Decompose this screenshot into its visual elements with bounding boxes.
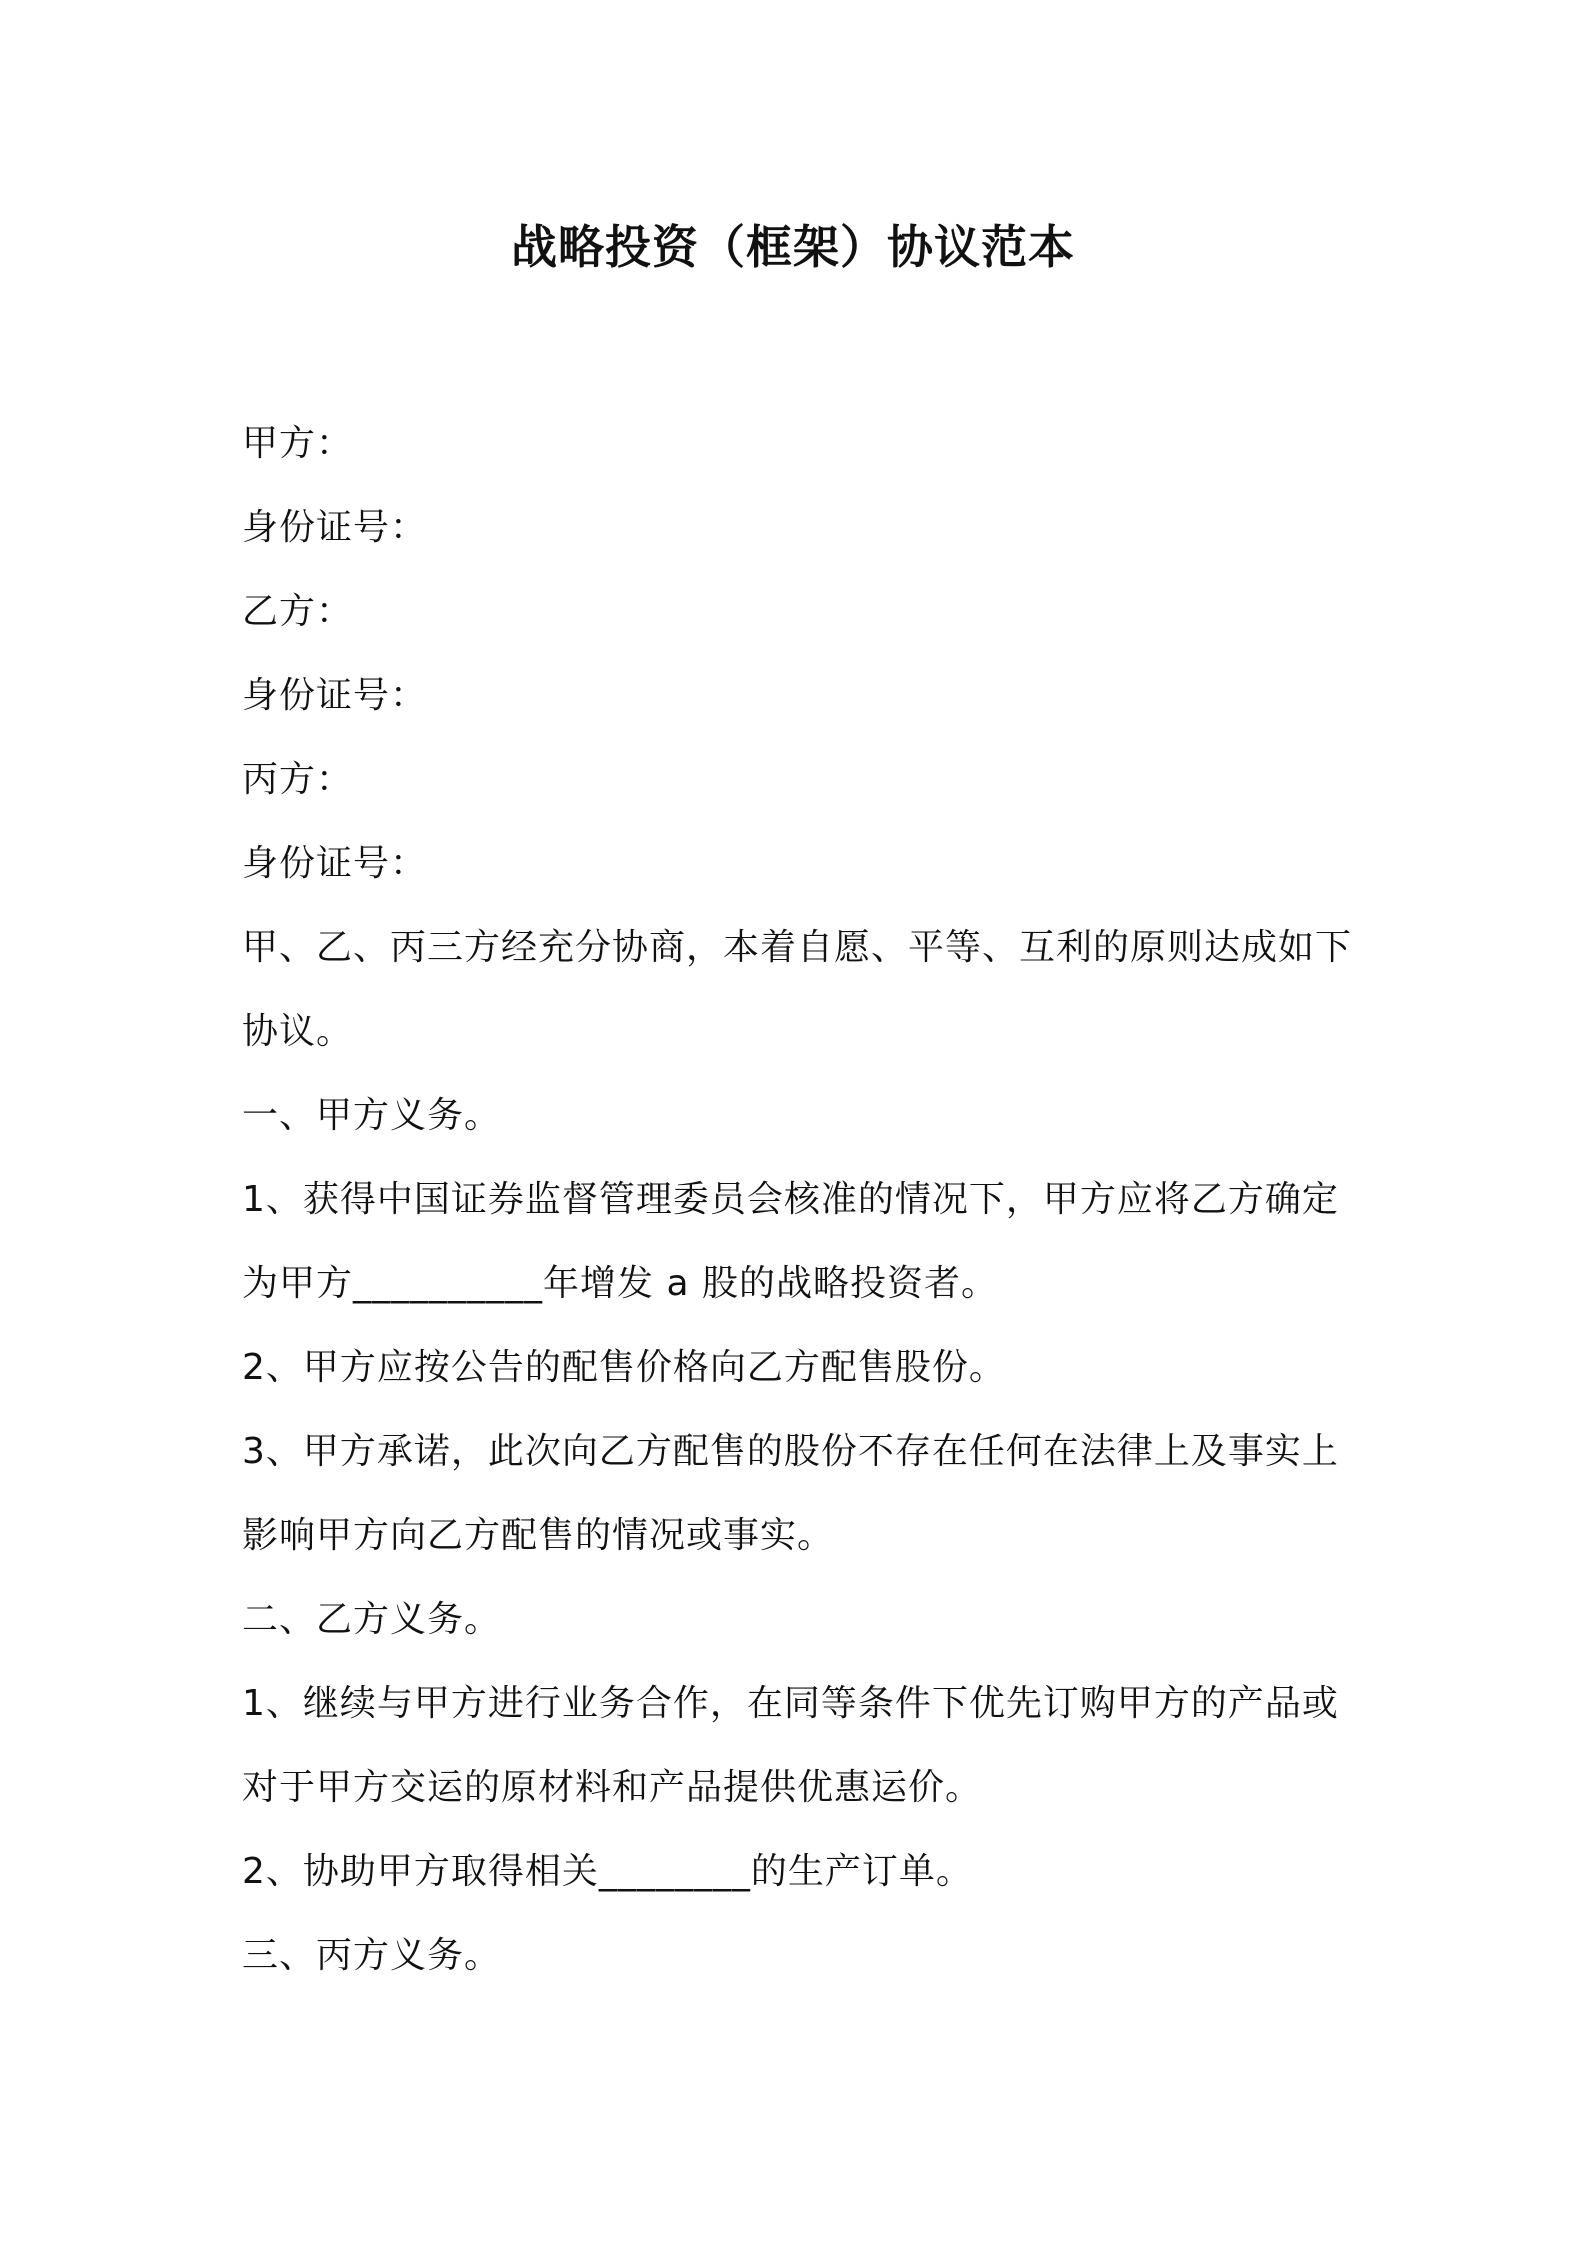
preamble-line-2: 协议。 — [242, 1011, 354, 1052]
party-a-clause-1-line-2: 为甲方__________年增发 a 股的战略投资者。 — [242, 1263, 998, 1304]
party-b-clause-1-line-1: 1、继续与甲方进行业务合作，在同等条件下优先订购甲方的产品或 — [242, 1683, 1339, 1724]
party-a-clause-2: 2、甲方应按公告的配售价格向乙方配售股份。 — [242, 1347, 1006, 1388]
document-body — [242, 402, 1362, 1998]
preamble-line-1: 甲、乙、丙三方经充分协商，本着自愿、平等、互利的原则达成如下 — [242, 927, 1353, 968]
section-heading-party-a: 一、甲方义务。 — [242, 1095, 502, 1136]
party-a-clause-3-line-2: 影响甲方向乙方配售的情况或事实。 — [242, 1515, 835, 1556]
section-heading-party-b: 二、乙方义务。 — [242, 1599, 502, 1640]
party-c-id-label: 身份证号： — [242, 843, 428, 884]
party-b-label: 乙方： — [242, 591, 354, 632]
party-b-clause-1-line-2: 对于甲方交运的原材料和产品提供优惠运价。 — [242, 1767, 983, 1808]
party-a-label: 甲方： — [242, 423, 354, 464]
party-a-clause-1-line-1: 1、获得中国证券监督管理委员会核准的情况下，甲方应将乙方确定 — [242, 1179, 1339, 1220]
party-a-clause-3-line-1: 3、甲方承诺，此次向乙方配售的股份不存在任何在法律上及事实上 — [242, 1431, 1339, 1472]
document-title: 战略投资（框架）协议范本 — [511, 220, 1075, 274]
party-c-label: 丙方： — [242, 759, 354, 800]
party-a-id-label: 身份证号： — [242, 507, 428, 548]
party-b-id-label: 身份证号： — [242, 675, 428, 716]
party-b-clause-2: 2、协助甲方取得相关________的生产订单。 — [242, 1851, 973, 1892]
section-heading-party-c: 三、丙方义务。 — [242, 1935, 502, 1976]
